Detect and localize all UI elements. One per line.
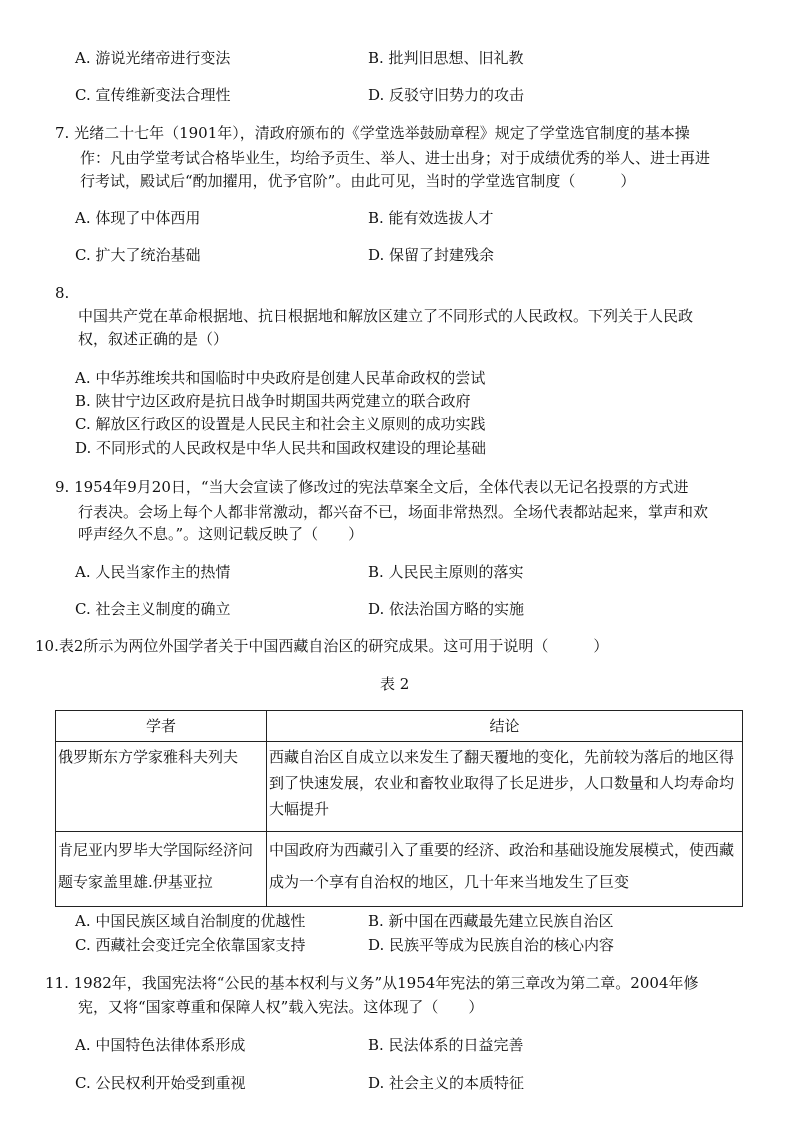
q7-option-c: C. 扩大了统治基础	[75, 246, 201, 264]
q7-option-a: A. 体现了中体西用	[75, 209, 201, 227]
q8-stem-line-1: 中国共产党在革命根据地、抗日根据地和解放区建立了不同形式的人民政权。下列关于人民政	[78, 307, 694, 325]
table-header-scholar: 学者	[56, 711, 267, 742]
q7-option-b: B. 能有效选拔人才	[368, 209, 494, 227]
table-row	[56, 742, 743, 832]
q9-stem-line-1: 9. 1954年9月20日，“当大会宣读了修改过的宪法草案全文后，全体代表以无记名投票的方式进	[55, 478, 689, 496]
q11-stem-line-1: 11. 1982年，我国宪法将“公民的基本权利与义务”从1954年宪法的第三章改为第二章。2004年修	[45, 974, 699, 992]
q11-stem-line-2: 宪，又将“国家尊重和保障人权”载入宪法。这体现了（ ）	[78, 998, 484, 1016]
q7-stem-line-1: 7. 光绪二十七年（1901年），清政府颁布的《学堂选举鼓励章程》规定了学堂选官制度的基本操	[55, 124, 690, 142]
q6-option-c: C. 宣传维新变法合理性	[75, 86, 231, 104]
q11-option-c: C. 公民权利开始受到重视	[75, 1074, 246, 1092]
q6-option-b: B. 批判旧思想、旧礼教	[368, 49, 524, 67]
q8-option-c: C. 解放区行政区的设置是人民民主和社会主义原则的成功实践	[75, 415, 486, 433]
q9-option-a: A. 人民当家作主的热情	[75, 563, 231, 581]
table-cell-scholar: 肯尼亚内罗毕大学国际经济问题专家盖里雄.伊基亚拉	[56, 832, 267, 907]
table-header-row	[56, 711, 743, 742]
q7-option-d: D. 保留了封建残余	[368, 246, 495, 264]
q6-option-d: D. 反驳守旧势力的攻击	[368, 86, 525, 104]
table-cell-scholar: 俄罗斯东方学家雅科夫列夫	[56, 742, 267, 832]
q8-option-b: B. 陕甘宁边区政府是抗日战争时期国共两党建立的联合政府	[75, 392, 471, 410]
table-cell-conclusion: 中国政府为西藏引入了重要的经济、政治和基础设施发展模式，使西藏成为一个享有自治权的地区，几十年来当地发生了巨变	[267, 832, 743, 907]
q8-option-a: A. 中华苏维埃共和国临时中央政府是创建人民革命政权的尝试	[75, 369, 486, 387]
q8-stem-line-2: 权，叙述正确的是（）	[78, 330, 229, 348]
q9-option-b: B. 人民民主原则的落实	[368, 563, 524, 581]
q11-option-d: D. 社会主义的本质特征	[368, 1074, 525, 1092]
table-title: 表 2	[380, 675, 410, 693]
q10-stem: 10.表2所示为两位外国学者关于中国西藏自治区的研究成果。这可用于说明（ ）	[35, 637, 609, 655]
table-row	[56, 832, 743, 907]
q10-option-d: D. 民族平等成为民族自治的核心内容	[368, 936, 615, 954]
q7-stem-line-3: 行考试，殿试后“酌加擢用，优予官阶”。由此可见，当时的学堂选官制度（ ）	[80, 172, 636, 190]
q6-option-a: A. 游说光绪帝进行变法	[75, 49, 231, 67]
table-header-conclusion: 结论	[267, 711, 743, 742]
q8-option-d: D. 不同形式的人民政权是中华人民共和国政权建设的理论基础	[75, 439, 487, 457]
q10-option-a: A. 中国民族区域自治制度的优越性	[75, 912, 306, 930]
q9-stem-line-2: 行表决。会场上每个人都非常激动，都兴奋不已，场面非常热烈。全场代表都站起来，掌声和欢	[78, 503, 709, 521]
q9-option-d: D. 依法治国方略的实施	[368, 600, 525, 618]
q10-option-c: C. 西藏社会变迁完全依靠国家支持	[75, 936, 306, 954]
table-cell-conclusion: 西藏自治区自成立以来发生了翻天覆地的变化，先前较为落后的地区得到了快速发展，农业和畜牧业取得了长足进步，人口数量和人均寿命均大幅提升	[267, 742, 743, 832]
q9-stem-line-3: 呼声经久不息。”。这则记载反映了（ ）	[78, 525, 364, 543]
scholars-table	[55, 710, 743, 907]
q9-option-c: C. 社会主义制度的确立	[75, 600, 231, 618]
q10-option-b: B. 新中国在西藏最先建立民族自治区	[368, 912, 614, 930]
q7-stem-line-2: 作：凡由学堂考试合格毕业生，均给予贡生、举人、进士出身；对于成绩优秀的举人、进士再进	[80, 149, 711, 167]
q11-option-a: A. 中国特色法律体系形成	[75, 1036, 246, 1054]
q11-option-b: B. 民法体系的日益完善	[368, 1036, 524, 1054]
q8-number: 8.	[55, 284, 70, 302]
